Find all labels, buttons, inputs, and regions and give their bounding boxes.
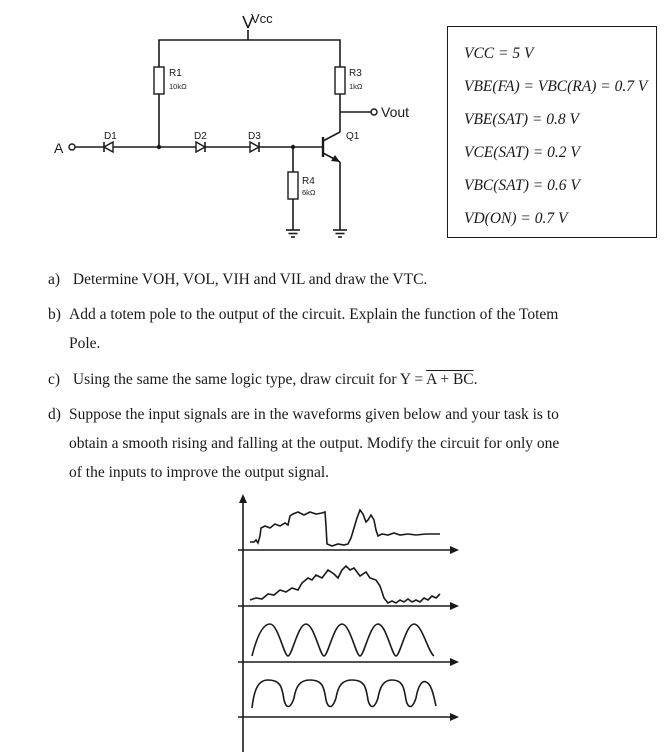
d2-diode (196, 142, 205, 152)
d3-label: D3 (248, 131, 261, 142)
input-waveforms (230, 490, 470, 754)
question-c-text: Using the same the same logic type, draw circuit for Y = (72, 371, 424, 388)
param-vce-sat (464, 136, 656, 169)
q1-label: Q1 (346, 131, 360, 142)
param-vce-sat-text: VCE(SAT) = 0.2 V (464, 144, 580, 161)
param-vd-on (464, 202, 656, 235)
input-a-terminal (69, 144, 75, 150)
r4-ground-symbol (286, 230, 300, 237)
param-vcc (464, 37, 656, 70)
top-rail-wire (159, 40, 340, 67)
param-vd-on-text: VD(ON) = 0.7 V (464, 210, 568, 227)
question-c-label: c) (48, 371, 61, 388)
r3-resistor (335, 67, 345, 94)
r4-name: R4 (302, 176, 315, 187)
r3-value: 1kΩ (349, 82, 363, 91)
vcc-label: Vcc (251, 11, 273, 26)
q1-collector (323, 132, 340, 141)
vout-label: Vout (381, 104, 410, 120)
question-d-line2: obtain a smooth rising and falling at the output. Modify the circuit for only one (69, 435, 560, 452)
d1-diode (104, 142, 113, 152)
q1-ground-symbol (333, 230, 347, 237)
waveform-vertical-arrow (239, 494, 247, 503)
waveform-4 (252, 680, 436, 708)
question-b-line2: Pole. (69, 335, 101, 352)
circuit-diagram (0, 0, 440, 250)
d2-label: D2 (194, 131, 207, 142)
question-b (48, 300, 648, 358)
param-vcc-text: VCC = 5 V (464, 45, 534, 62)
vcc-arrow-left (243, 16, 248, 28)
param-vbc-sat (464, 169, 656, 202)
r4-value: 6kΩ (302, 188, 316, 197)
param-vbe-fa-text: VBE(FA) = VBC(RA) = 0.7 V (464, 78, 648, 95)
question-a-text: Determine VOH, VOL, VIH and VIL and draw the VTC. (72, 271, 428, 288)
question-c-end: . (473, 371, 478, 388)
question-d-line3: of the inputs to improve the output signal. (69, 464, 330, 481)
param-vbe-fa (464, 70, 656, 103)
waveform-3 (252, 624, 434, 656)
node-r1 (157, 145, 161, 149)
question-a (48, 265, 648, 294)
waveform-2 (250, 566, 440, 603)
question-d-label: d) (48, 406, 61, 423)
input-a-label: A (54, 140, 64, 156)
waveform-axis-2-arrow (450, 602, 459, 610)
r1-name: R1 (169, 68, 182, 79)
param-vbe-sat (464, 103, 656, 136)
param-vbe-sat-text: VBE(SAT) = 0.8 V (464, 111, 579, 128)
waveform-axis-4-arrow (450, 713, 459, 721)
question-a-label: a) (48, 271, 61, 288)
question-d-line1: Suppose the input signals are in the waveforms given below and your task is to (69, 406, 559, 423)
waveform-1 (250, 510, 440, 546)
parameters-box (447, 26, 657, 238)
r4-resistor (288, 172, 298, 199)
waveform-axis-3-arrow (450, 658, 459, 666)
question-d (48, 400, 648, 487)
param-vbc-sat-text: VBC(SAT) = 0.6 V (464, 177, 580, 194)
question-b-line1: Add a totem pole to the output of the circuit. Explain the function of the Totem (69, 306, 559, 323)
r1-value: 10kΩ (169, 82, 187, 91)
r1-resistor (154, 67, 164, 94)
vout-terminal (371, 109, 377, 115)
question-c-expression: A + BC (426, 371, 474, 388)
r3-name: R3 (349, 68, 362, 79)
waveform-axis-1-arrow (450, 546, 459, 554)
d3-diode (250, 142, 259, 152)
d1-label: D1 (104, 131, 117, 142)
question-c (48, 365, 648, 394)
question-b-label: b) (48, 306, 61, 323)
